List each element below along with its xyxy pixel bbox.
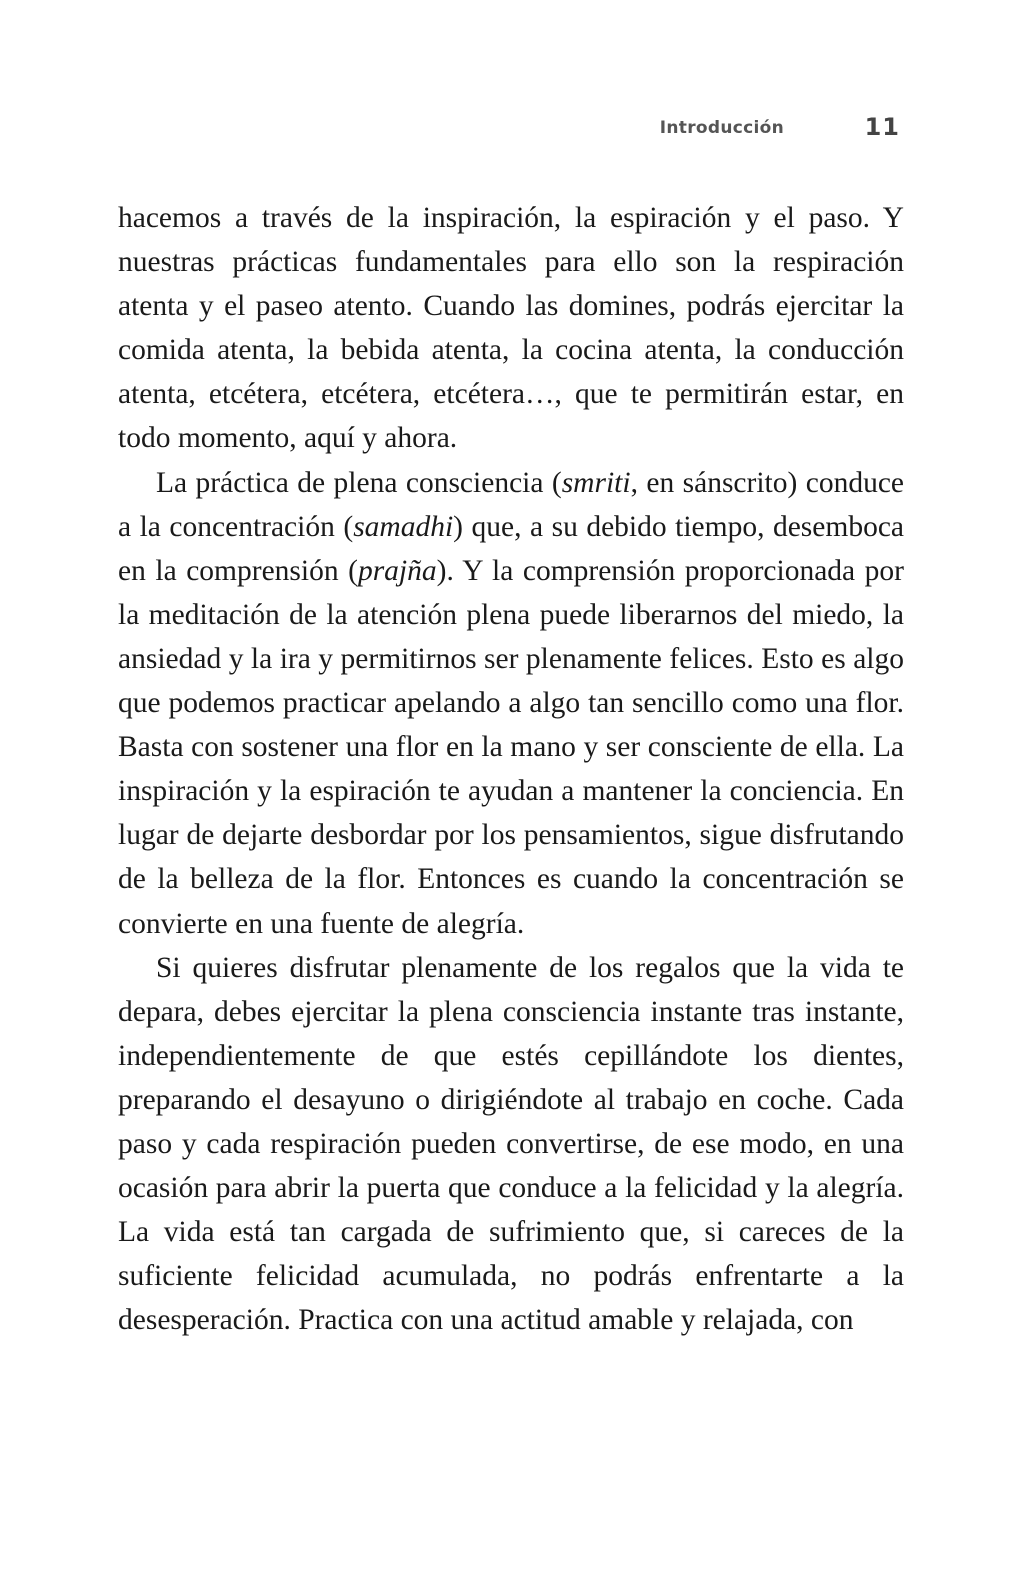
text-run: ) que, a su debido tiempo, desemboca en la comprensión ( (118, 510, 905, 587)
text-run: Si quieres disfrutar plenamente de los regalos que la vida te depara, debes ejercitar la plena consciencia instante tras instante, independientemente de que estés cepillándote los dientes, preparando el desayuno o dirigiéndote al trabajo en coche. Cada paso y cada respiración pueden convertirse, de ese modo, en una ocasión para abrir la puerta que conduce a la felicidad y la alegría. La vida está tan cargada de sufrimiento que, si careces de la suficiente felicidad acumulada, no podrás enfrentarte a la desesperación. Practica con una actitud amable y relajada, con (118, 951, 904, 1337)
italic-term: smriti (561, 466, 631, 499)
paragraph (118, 461, 904, 946)
paragraph (118, 946, 904, 1343)
text-run: La práctica de plena consciencia ( (156, 466, 562, 499)
text-run: , en sánscrito) conduce a la concentración ( (118, 466, 905, 543)
italic-term: samadhi (353, 510, 454, 543)
paragraph (118, 196, 904, 461)
section-title: Introducción (659, 118, 784, 138)
text-run: ). Y la comprensión proporcionada por la meditación de la atención plena puede liberarnos del miedo, la ansiedad y la ira y permitirnos ser plenamente felices. Esto es algo que podemos practicar apelando a algo tan sencillo como una flor. Basta con sostener una flor en la mano y ser consciente de ella. La inspiración y la espiración te ayudan a mantener la conciencia. En lugar de dejarte desbordar por los pensamientos, sigue disfrutando de la belleza de la flor. Entonces es cuando la concentración se convierte en una fuente de alegría. (118, 554, 904, 940)
page-number: 11 (864, 113, 900, 141)
italic-term: prajña (357, 554, 437, 587)
running-head (118, 110, 904, 150)
text-run: hacemos a través de la inspiración, la espiración y el paso. Y nuestras prácticas fundamentales para ello son la respiración atenta y el paseo atento. Cuando las domines, podrás ejercitar la comida atenta, la bebida atenta, la cocina atenta, la conducción atenta, etcétera, etcétera, etcétera…, que te permitirán estar, en todo momento, aquí y ahora. (118, 202, 904, 455)
body-text (118, 196, 904, 1342)
